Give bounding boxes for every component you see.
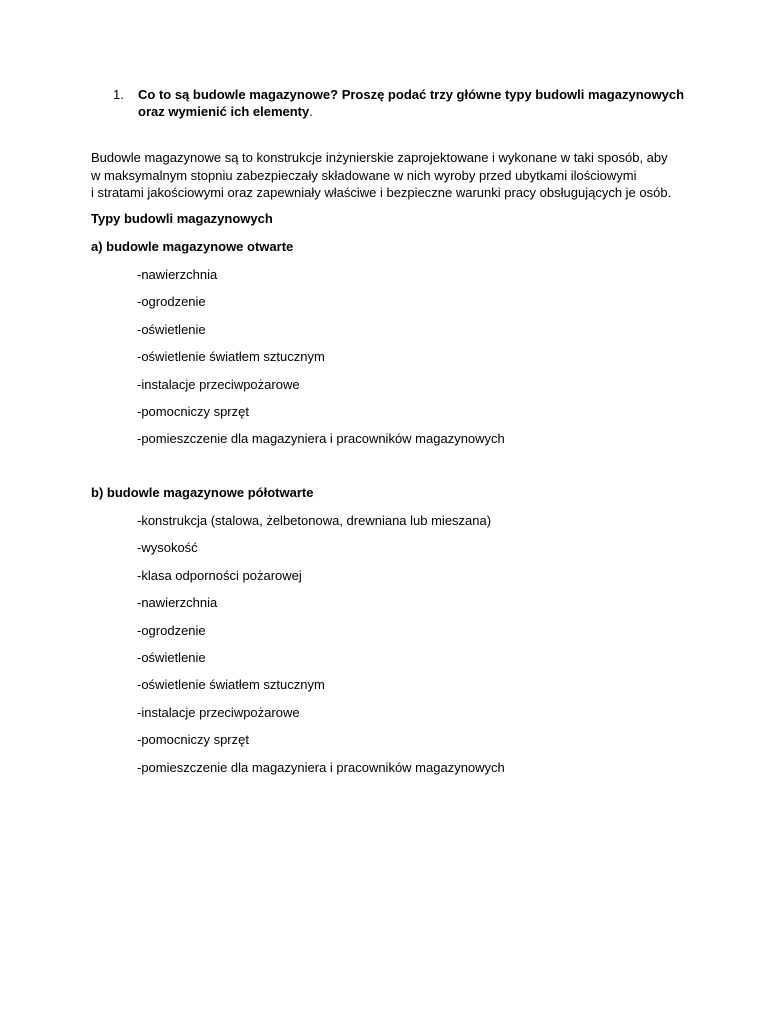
- question-text: [138, 86, 698, 120]
- question-text-bold: Co to są budowle magazynowe? Proszę podać trzy główne typy budowli magazynowych oraz wymienić ich elementy: [138, 87, 685, 119]
- section-b-list: [137, 512, 505, 786]
- section-a-list: [137, 266, 505, 458]
- list-item: -ogrodzenie: [137, 622, 206, 638]
- types-heading: Typy budowli magazynowych: [91, 211, 273, 226]
- section-a-heading: a) budowle magazynowe otwarte: [91, 239, 294, 254]
- intro-line: i stratami jakościowymi oraz zapewniały właściwe i bezpieczne warunki pracy obsługujących je osób.: [91, 185, 672, 200]
- list-item: -instalacje przeciwpożarowe: [137, 704, 300, 720]
- list-item: -oświetlenie światłem sztucznym: [137, 349, 325, 365]
- list-item: -konstrukcja (stalowa, żelbetonowa, drewniana lub mieszana): [137, 513, 492, 528]
- list-item: -pomocniczy sprzęt: [137, 732, 249, 748]
- list-item: -ogrodzenie: [137, 294, 206, 310]
- list-item: -nawierzchnia: [137, 595, 218, 611]
- list-item: -nawierzchnia: [137, 267, 218, 282]
- list-item: -oświetlenie: [137, 321, 206, 337]
- list-item: -oświetlenie: [137, 649, 206, 665]
- list-item: -klasa odporności pożarowej: [137, 567, 302, 583]
- section-b-heading: b) budowle magazynowe półotwarte: [91, 485, 314, 500]
- list-item: -pomieszczenie dla magazyniera i pracowników magazynowych: [137, 759, 505, 775]
- question-text-tail: .: [309, 104, 313, 119]
- list-item: -wysokość: [137, 540, 198, 556]
- intro-paragraph: [91, 149, 691, 202]
- list-item: -instalacje przeciwpożarowe: [137, 376, 300, 392]
- list-item: -pomieszczenie dla magazyniera i pracowników magazynowych: [137, 431, 505, 447]
- intro-line: w maksymalnym stopniu zabezpieczały składowane w nich wyroby przed ubytkami ilościowymi: [91, 167, 637, 183]
- list-item: -pomocniczy sprzęt: [137, 403, 249, 419]
- question-number: 1.: [113, 87, 124, 102]
- intro-line: Budowle magazynowe są to konstrukcje inżynierskie zaprojektowane i wykonane w taki sposób, aby: [91, 150, 668, 165]
- list-item: -oświetlenie światłem sztucznym: [137, 677, 325, 693]
